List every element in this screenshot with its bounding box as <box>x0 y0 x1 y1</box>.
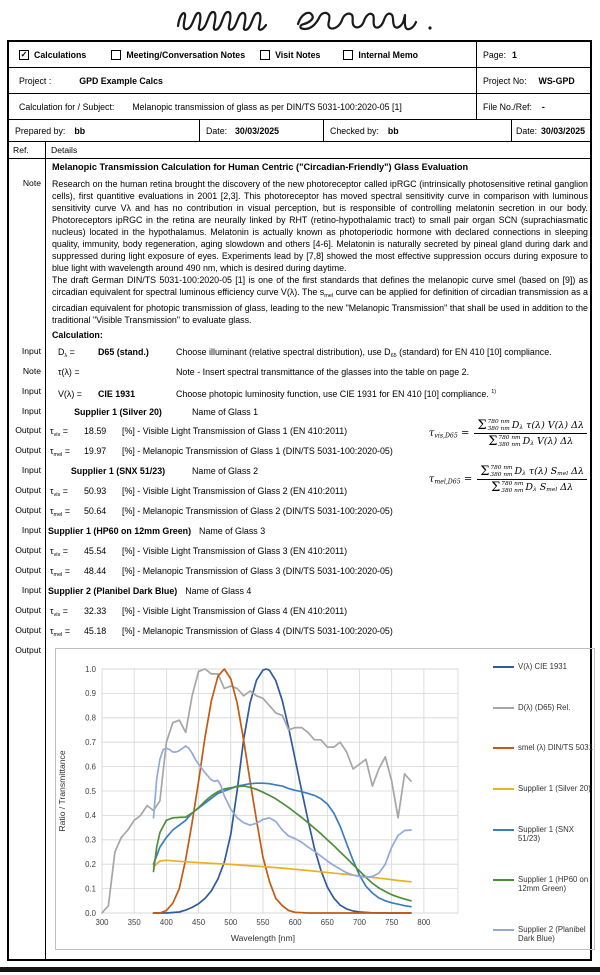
symbol: $\tau_{mel}$ = <box>50 446 71 459</box>
page-cell <box>476 42 590 67</box>
note-row <box>9 174 590 326</box>
numerator <box>474 419 587 434</box>
numerator-terms: $D_\lambda$ τ(λ) V(λ) Δλ <box>511 419 584 432</box>
y-axis-title: Ratio / Transmittance <box>57 750 67 832</box>
legend-line-sample <box>493 929 514 931</box>
value: 50.64 <box>84 506 107 517</box>
symbol: $\tau_{vis}$ = <box>50 545 68 559</box>
subject-row <box>9 94 590 120</box>
row-content <box>46 382 590 402</box>
glass-name: Supplier 1 (HP60 on 12mm Green) <box>48 526 192 537</box>
input-row <box>9 362 590 382</box>
legend-line-sample <box>493 829 514 831</box>
value: 45.18 <box>84 625 107 636</box>
page-title: Melanopic Transmission Calculation for Human Centric ("Circadian-Friendly") Glass Evaluation <box>52 162 469 172</box>
row-content <box>46 561 590 581</box>
sum-limits: 780 nm 380 nm <box>498 435 521 448</box>
ref-label: Output <box>9 561 46 581</box>
description: Choose illuminant (relative spectral distribution), use $D_{65}$ (standard) for EN 410 [10] compliance. <box>176 347 552 360</box>
sum-symbol <box>491 481 523 494</box>
ref-label: Note <box>9 174 46 326</box>
signature-handwriting <box>168 2 440 38</box>
symbol: $\tau_{vis}$ = <box>50 605 68 618</box>
project-no-value: WS-GPD <box>538 75 575 86</box>
calculation-heading: Calculation: <box>52 330 103 341</box>
ref-label: Input <box>9 461 46 481</box>
checked-by-label: Checked by: <box>330 125 379 136</box>
formula-fraction <box>474 419 587 448</box>
doc-type-label: Visit Notes <box>275 49 321 60</box>
sigma-icon: Σ <box>488 434 498 449</box>
denominator-terms: $D_\lambda$ $S_{mel}$ Δλ <box>525 481 574 494</box>
glass-caption: Name of Glass 3 <box>199 526 266 537</box>
legend-label: Supplier 1 (SNX 51/23) <box>518 824 574 844</box>
ref-column-header: Ref. <box>9 142 46 158</box>
x-tick-label: 350 <box>127 918 141 928</box>
y-tick-label: 0.6 <box>85 762 96 772</box>
x-tick-label: 650 <box>320 918 334 928</box>
ref-label: Output <box>9 621 46 641</box>
ref-label: Input <box>9 382 46 402</box>
doc-type-item <box>343 50 418 60</box>
legend-label: smel (λ) DIN/TS 5031 <box>518 743 593 753</box>
glass-caption: Name of Glass 1 <box>192 406 259 417</box>
value: 32.33 <box>84 605 107 616</box>
row-content <box>46 521 590 541</box>
y-tick-label: 0.0 <box>85 908 96 918</box>
series-line <box>154 786 412 901</box>
legend-line-sample <box>493 747 514 749</box>
symbol: $\tau_{mel}$ = <box>50 566 71 579</box>
denominator <box>474 434 587 448</box>
symbol: V(λ) = <box>58 389 82 400</box>
legend-item <box>493 743 593 753</box>
output-row <box>9 621 590 641</box>
row-content <box>46 342 590 362</box>
ref-label: Input <box>9 521 46 541</box>
page-value: 1 <box>512 49 517 60</box>
signoff-row <box>9 120 590 142</box>
sum-limits: 780 nm 380 nm <box>487 419 510 432</box>
ref-label: Output <box>9 481 46 501</box>
unchecked-checkbox[interactable] <box>111 50 121 60</box>
numerator <box>477 465 587 480</box>
y-tick-label: 0.7 <box>85 738 96 748</box>
row-content <box>46 501 590 521</box>
ref-label: Input <box>9 581 46 601</box>
chart-legend <box>493 662 593 944</box>
row-content <box>46 621 590 641</box>
sum-limits: 780 nm 380 nm <box>501 481 524 494</box>
ref-label: Input <box>9 342 46 362</box>
table-header-row <box>9 142 590 159</box>
legend-label: Supplier 1 (HP60 on 12mm Green) <box>518 874 589 894</box>
value: CIE 1931 <box>98 389 136 400</box>
date-checked-value: 30/03/2025 <box>541 125 586 136</box>
sigma-icon: Σ <box>480 464 490 479</box>
x-tick-label: 750 <box>385 918 399 928</box>
checked-checkbox[interactable]: ✓ <box>20 49 28 59</box>
y-tick-label: 0.5 <box>85 786 96 796</box>
ref-label: Output <box>9 641 46 959</box>
glass-caption: Name of Glass 2 <box>192 466 259 477</box>
glass-name: Supplier 2 (Planibel Dark Blue) <box>48 586 178 597</box>
tau-mel-formula <box>429 465 587 494</box>
file-no-value: - <box>541 101 545 112</box>
y-tick-label: 0.8 <box>85 713 96 723</box>
glass-input-row <box>9 581 590 601</box>
input-row <box>9 342 590 362</box>
subject-label: Calculation for / Subject: <box>19 101 115 112</box>
row-content <box>46 601 590 621</box>
glass-input-row <box>9 521 590 541</box>
tau-vis-formula <box>429 419 587 448</box>
legend-label: Supplier 1 (Silver 20) <box>518 783 591 793</box>
unchecked-checkbox[interactable] <box>260 50 270 60</box>
sum-symbol <box>488 435 520 448</box>
page-label: Page: <box>483 49 506 60</box>
project-label: Project : <box>19 75 52 86</box>
y-tick-label: 0.2 <box>85 860 96 870</box>
sum-limits: 780 nm 380 nm <box>490 465 513 478</box>
description: [%] - Visible Light Transmission of Glass 2 (EN 410:2011) <box>122 486 348 496</box>
description: [%] - Visible Light Transmission of Glass 1 (EN 410:2011) <box>122 426 348 437</box>
legend-item <box>493 662 593 672</box>
doc-type-row <box>9 42 590 68</box>
legend-line-sample <box>493 788 514 790</box>
value: 50.93 <box>84 486 107 496</box>
row-content <box>46 581 590 601</box>
details-column-header: Details <box>51 145 78 155</box>
title-row <box>9 159 590 174</box>
doc-type-checkboxes <box>9 42 476 67</box>
date-prepared-value: 30/03/2025 <box>235 125 280 136</box>
calculation-form <box>7 40 592 961</box>
symbol: $\tau_{vis}$ = <box>50 486 68 499</box>
description: [%] - Melanopic Transmission of Glass 3 (DIN/TS 5031-100:2020-05) <box>122 566 393 577</box>
legend-label: V(λ) CIE 1931 <box>518 662 567 672</box>
x-tick-label: 700 <box>352 918 367 928</box>
prepared-by-value: bb <box>74 125 86 136</box>
ref-label: Output <box>9 601 46 621</box>
symbol: $D_\lambda$ = <box>58 347 75 360</box>
y-tick-label: 0.1 <box>85 884 96 894</box>
output-row <box>9 561 590 581</box>
value: 19.97 <box>84 446 107 457</box>
value: 48.44 <box>84 566 107 577</box>
page-bottom-edge <box>0 967 600 972</box>
details-content <box>9 159 593 959</box>
symbol: τ(λ) = <box>58 367 80 378</box>
doc-type-item <box>260 50 320 60</box>
description: [%] - Melanopic Transmission of Glass 4 (DIN/TS 5031-100:2020-05) <box>122 625 393 636</box>
doc-type-item <box>111 50 245 60</box>
glass-caption: Name of Glass 4 <box>185 586 252 597</box>
ref-label: Output <box>9 441 46 461</box>
y-tick-label: 0.3 <box>85 835 96 845</box>
sum-symbol <box>477 419 509 432</box>
symbol: $\tau_{vis}$ = <box>50 426 68 439</box>
ref-label: Note <box>9 362 46 382</box>
prepared-by-label: Prepared by: <box>15 125 66 136</box>
sigma-icon: Σ <box>477 418 487 433</box>
x-tick-label: 600 <box>288 918 302 928</box>
legend-label: D(λ) (D65) Rel. <box>518 702 571 712</box>
transmission-chart <box>55 648 595 950</box>
ref-label: Input <box>9 402 46 422</box>
x-tick-label: 500 <box>224 918 238 928</box>
input-row <box>9 382 590 402</box>
subject-value: Melanopic transmission of glass as per DIN/TS 5031-100:2020-05 [1] <box>132 101 402 112</box>
file-no-label: File No./Ref: <box>483 101 532 112</box>
formula-lhs: $\tau_{mel,D65}$ = <box>428 473 473 486</box>
project-row <box>9 68 590 94</box>
series-line <box>154 783 412 907</box>
legend-line-sample <box>493 707 514 709</box>
formula-lhs: $\tau_{vis,D65}$ = <box>428 427 470 440</box>
x-tick-label: 550 <box>256 918 270 928</box>
description: [%] - Visible Light Transmission of Glass 3 (EN 410:2011) <box>122 545 348 556</box>
glass-name: Supplier 1 (Silver 20) <box>74 406 162 417</box>
project-value: GPD Example Calcs <box>79 75 163 86</box>
legend-item <box>493 925 593 944</box>
value: D65 (stand.) <box>98 347 149 358</box>
x-tick-label: 800 <box>417 918 431 928</box>
symbol: $\tau_{mel}$ = <box>50 625 71 639</box>
note-paragraph: Research on the human retina brought the discovery of the new photoreceptor called ipRGC (intrinsically photosensitive retinal ganglion cells), first quantitive evaluations in 2001 [2,3]. This photoreceptor has moved spectral sensitivity curve in comparison with luminous sensitivity curve Vλ and has no contribution in visual perception, but is responsible of controlling melatonin secretion in our body. Photoreceptors ipRGC in the retina are neurally linked by RHT (retino-hypothalamic tract) to small pair organ SCN (suprachiasmatic nucleus) located in the hypothalamus. Melatonin is actually known as photoperiodic hormone with declared connections in sleeping quality, immunity, body regeneration, aging slowdown and others [4-6]. Melatonin is naturally secreted by pineal gland during dark and suppressed during light exposure of eyes. Experiments lead by [7,8] showed the most effective suppression occurs during exposure to blue light with wavelength around 490 nm, which is desired during daytime. The draft German DIN/TS 5031-100:2020-05 [1] is one of the first standards that defines the melanopic curve smel (based on [9]) as circadian equivalent for spectral luminous efficiency curve V(λ). The $s_{mel}$ curve can be applied for definition of circadian transmission as a circadian equivalent for photopic transmission of glass, leading to the new "Melanopic Transmission" that shall be used in addition to the traditional "Visible Transmission" to evaluate glass. <box>52 179 588 326</box>
legend-line-sample <box>493 879 514 881</box>
x-axis-title: Wavelength [nm] <box>230 933 296 944</box>
date-checked-label: Date: <box>516 125 538 136</box>
doc-type-item <box>19 50 86 60</box>
ref-label: Output <box>9 421 46 441</box>
output-row <box>9 601 590 621</box>
x-tick-label: 300 <box>95 918 109 928</box>
doc-type-label: Calculations <box>34 49 87 60</box>
legend-line-sample <box>493 666 514 668</box>
ref-label <box>9 326 46 342</box>
denominator <box>477 480 587 494</box>
chart-row <box>9 641 593 959</box>
y-tick-label: 0.9 <box>85 689 96 699</box>
description: [%] - Melanopic Transmission of Glass 1 (DIN/TS 5031-100:2020-05) <box>122 446 393 457</box>
row-content <box>46 541 590 561</box>
output-row <box>9 501 590 521</box>
ref-label <box>9 159 46 174</box>
project-no-label: Project No: <box>483 75 527 86</box>
description: Choose photopic luminosity function, use CIE 1931 for EN 410 [10] compliance. $^{1)}$ <box>176 388 497 400</box>
legend-item <box>493 703 593 713</box>
value: 18.59 <box>84 426 107 437</box>
denominator-terms: $D_\lambda$ V(λ) Δλ <box>522 435 574 448</box>
doc-type-label: Meeting/Conversation Notes <box>126 49 246 60</box>
output-row <box>9 541 590 561</box>
legend-item <box>493 825 593 844</box>
y-tick-label: 0.4 <box>85 811 96 821</box>
value: 45.54 <box>84 545 107 556</box>
row-content <box>46 362 590 382</box>
description: [%] - Melanopic Transmission of Glass 2 (DIN/TS 5031-100:2020-05) <box>122 506 393 517</box>
ref-label: Output <box>9 501 46 521</box>
description: [%] - Visible Light Transmission of Glass 4 (EN 410:2011) <box>122 605 348 616</box>
legend-item <box>493 784 593 794</box>
calculation-heading-row <box>9 326 590 342</box>
sum-symbol <box>480 465 512 478</box>
date-prepared-label: Date: <box>206 125 228 136</box>
checked-by-value: bb <box>387 125 399 136</box>
series-line <box>154 860 412 882</box>
y-tick-label: 1.0 <box>85 664 96 674</box>
glass-name: Supplier 1 (SNX 51/23) <box>70 466 166 477</box>
formula-fraction <box>477 465 587 494</box>
legend-item <box>493 875 593 894</box>
description: Note - Insert spectral transmittance of the glasses into the table on page 2. <box>176 367 470 378</box>
legend-label: Supplier 2 (Planibel Dark Blue) <box>518 924 586 944</box>
symbol: $\tau_{mel}$ = <box>50 506 71 519</box>
x-tick-label: 400 <box>159 918 173 928</box>
series-line <box>154 746 412 878</box>
doc-type-label: Internal Memo <box>358 49 419 60</box>
numerator-terms: $D_\lambda$ τ(λ) $S_{mel}$ Δλ <box>514 465 584 478</box>
unchecked-checkbox[interactable] <box>343 50 353 60</box>
x-tick-label: 450 <box>192 918 206 928</box>
ref-label: Output <box>9 541 46 561</box>
sigma-icon: Σ <box>491 480 501 495</box>
